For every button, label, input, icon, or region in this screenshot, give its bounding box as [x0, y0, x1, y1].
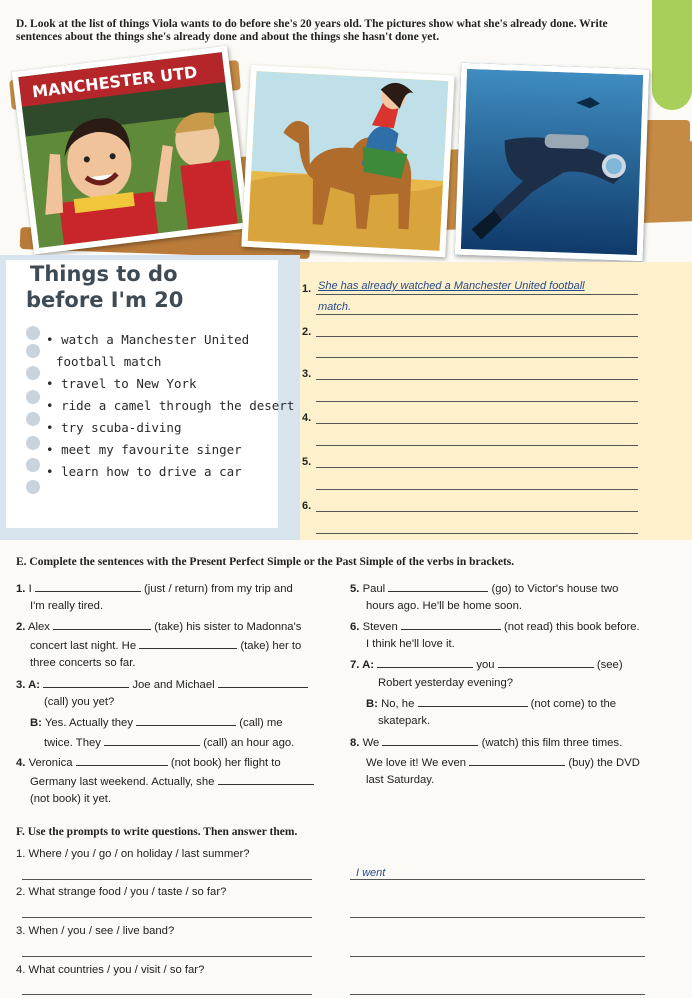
list-item: • travel to New York [46, 376, 197, 391]
scuba-diving-picture [455, 63, 650, 261]
blank-input[interactable] [136, 715, 236, 726]
blank-input[interactable] [104, 735, 200, 746]
instruction-e: E. Complete the sentences with the Present Perfect Simple or the Past Simple of the verbs in brackets. [16, 556, 515, 568]
item-number: 6. [302, 500, 312, 512]
answer-line-4a[interactable] [316, 423, 638, 424]
sentence-3-b-cont: twice. They (call) an hour ago. [44, 737, 295, 749]
question-line-3[interactable] [22, 956, 312, 957]
blank-input[interactable] [388, 581, 488, 592]
blank-input[interactable] [377, 657, 473, 668]
sentence-8-cont: We love it! We even (buy) the DVD [366, 757, 640, 769]
sentence-2-cont: concert last night. He (take) her to [30, 640, 302, 652]
prompt-1: 1. Where / you / go / on holiday / last summer? [16, 848, 250, 860]
sentence-4: 4. Veronica (not book) her flight to [16, 757, 281, 769]
item-number: 2. [302, 326, 312, 338]
corner-decoration [652, 0, 692, 110]
answer-line-3b[interactable] [316, 401, 638, 402]
prompt-2: 2. What strange food / you / taste / so far? [16, 886, 227, 898]
sentence-4-cont2: (not book) it yet. [30, 793, 111, 805]
question-line-2[interactable] [22, 917, 312, 918]
blank-input[interactable] [469, 755, 565, 766]
sentence-2: 2. Alex (take) his sister to Madonna's [16, 621, 302, 633]
camel-picture [241, 65, 454, 257]
blank-input[interactable] [43, 677, 129, 688]
sentence-8: 8. We (watch) this film three times. [350, 737, 623, 749]
blank-input[interactable] [76, 755, 168, 766]
blank-input[interactable] [382, 735, 478, 746]
item-number: 1. [302, 283, 312, 295]
answer-line-f3[interactable] [350, 956, 645, 957]
answer-line-5b[interactable] [316, 489, 638, 490]
sentence-7-b-cont: skatepark. [378, 715, 431, 727]
sentence-8-cont2: last Saturday. [366, 774, 435, 786]
blank-input[interactable] [35, 581, 141, 592]
list-item: • try scuba-diving [46, 420, 182, 435]
sentence-7-cont: Robert yesterday evening? [378, 677, 514, 689]
answer-1-line1: She has already watched a Manchester United football [318, 280, 585, 292]
blank-input[interactable] [418, 696, 528, 707]
sentence-2-cont2: three concerts so far. [30, 657, 136, 669]
prompt-4: 4. What countries / you / visit / so far? [16, 964, 205, 976]
sentence-3-cont: (call) you yet? [44, 696, 115, 708]
question-line-4[interactable] [22, 994, 312, 995]
answer-line-2a[interactable] [316, 336, 638, 337]
answer-line-2b[interactable] [316, 357, 638, 358]
blank-input[interactable] [218, 677, 308, 688]
answer-line-5a[interactable] [316, 467, 638, 468]
list-item: • ride a camel through the desert [46, 398, 295, 413]
sentence-5-cont: hours ago. He'll be home soon. [366, 600, 523, 612]
sentence-4-cont: Germany last weekend. Actually, she [30, 774, 314, 789]
football-fan-picture [12, 45, 250, 254]
blank-input[interactable] [53, 619, 151, 630]
prompt-3: 3. When / you / see / live band? [16, 925, 175, 937]
answer-1-line2: match. [318, 301, 352, 313]
banner-text: MANCHESTER UTD [31, 62, 199, 102]
blank-input[interactable] [401, 619, 501, 630]
blank-input[interactable] [498, 657, 594, 668]
sentence-7-b: B: No, he (not come) to the [366, 698, 617, 710]
item-number: 3. [302, 368, 312, 380]
instruction-f: F. Use the prompts to write questions. Then answer them. [16, 826, 298, 838]
sentence-3-b: B: Yes. Actually they (call) me [30, 717, 283, 729]
item-number: 5. [302, 456, 312, 468]
things-title-line1: Things to do [30, 262, 178, 286]
instruction-d: D. Look at the list of things Viola wants to do before she's 20 years old. The pictures show what she's already done. Write sentences about the things she's already done and about the things she hasn't done yet. [16, 18, 608, 43]
answer-line-f2[interactable] [350, 917, 645, 918]
answer-line-f4[interactable] [350, 994, 645, 995]
answer-line-f1[interactable] [350, 879, 645, 880]
list-item: • watch a Manchester United [46, 332, 250, 347]
sentence-1-cont: I'm really tired. [30, 600, 104, 612]
list-item: • meet my favourite singer [46, 442, 242, 457]
item-number: 4. [302, 412, 312, 424]
sentence-6-cont: I think he'll love it. [366, 638, 455, 650]
list-item: • learn how to drive a car [46, 464, 242, 479]
sentence-7: 7. A: you (see) [350, 659, 623, 671]
answer-line-3a[interactable] [316, 379, 638, 380]
answer-line-4b[interactable] [316, 445, 638, 446]
sentence-6: 6. Steven (not read) this book before. [350, 621, 640, 633]
answer-line-6b[interactable] [316, 533, 638, 534]
sentence-1: 1. I (just / return) from my trip and [16, 583, 293, 595]
question-line-1[interactable] [22, 879, 312, 880]
things-title-line2: before I'm 20 [26, 288, 184, 312]
sentence-3: 3. A: Joe and Michael [16, 677, 308, 692]
sentence-5: 5. Paul (go) to Victor's house two [350, 583, 619, 595]
blank-input[interactable] [139, 638, 237, 649]
answer-f1: I went [356, 867, 386, 879]
list-item: football match [56, 354, 162, 369]
answer-line-6a[interactable] [316, 511, 638, 512]
blank-input[interactable] [218, 774, 314, 785]
